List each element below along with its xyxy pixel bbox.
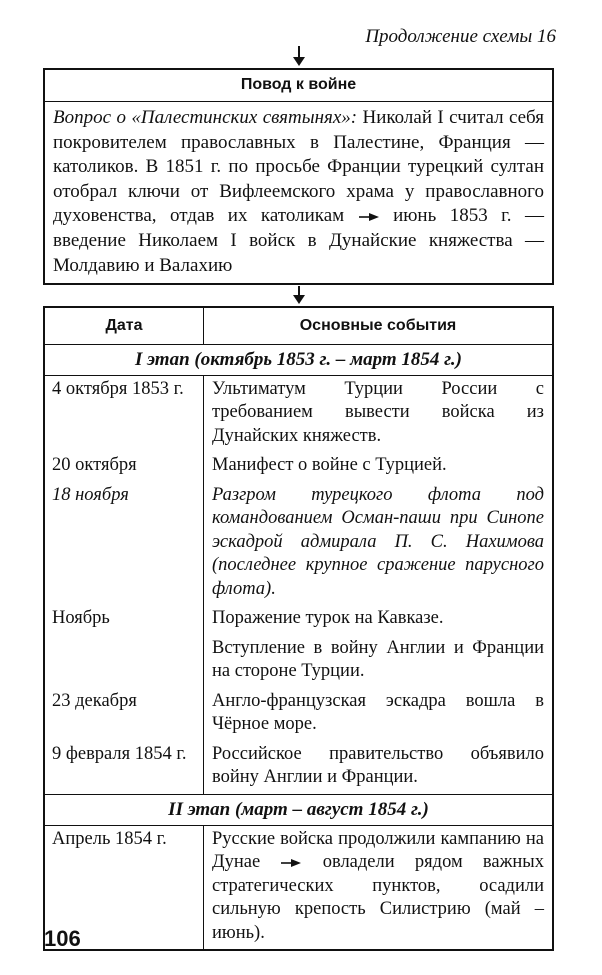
cause-lead: Вопрос о «Палестинских святынях»:	[53, 107, 358, 128]
row-event-part2: овладели рядом важных стратегических пунктов, осадили сильную крепость Силистрию (май – июнь).	[212, 852, 544, 943]
row-event: Вступление в войну Англии и Франции на стороне Турции.	[212, 637, 544, 681]
row-date: 4 октября 1853 г.	[45, 376, 204, 453]
table-header	[45, 308, 552, 344]
table-row	[45, 825, 552, 950]
cause-text-part2: июнь 1853 г. — введение Николаем I войск в Дунайские княжества — Молдавию и Валахию	[53, 205, 545, 276]
header-date: Дата	[45, 308, 204, 344]
row-event: Поражение турок на Кавказе.	[212, 608, 444, 628]
page-number: 106	[44, 926, 81, 951]
flow-arrow-middle	[298, 286, 300, 302]
row-date: 20 октября	[45, 452, 204, 482]
stage-1-title: I этап (октябрь 1853 г. – март 1854 г.)	[45, 344, 552, 375]
row-event: Манифест о войне с Турцией.	[212, 455, 447, 475]
row-event: Ультиматум Турции России с требованием вывести войска из Дунайских княжеств.	[212, 378, 544, 446]
table-row	[45, 635, 552, 688]
table-row	[45, 452, 552, 482]
table-row	[45, 605, 552, 635]
right-arrow-icon	[358, 212, 380, 222]
row-date: Ноябрь	[45, 605, 204, 635]
table-row	[45, 741, 552, 794]
row-date: 18 ноября	[45, 482, 204, 606]
row-date: Апрель 1854 г.	[45, 826, 204, 950]
row-date	[45, 635, 204, 688]
table-row	[45, 482, 552, 606]
flow-arrow-top	[298, 46, 300, 64]
header-events: Основные события	[299, 317, 457, 334]
stage-2-title: II этап (март – август 1854 г.)	[45, 794, 552, 825]
row-event: Разгром турецкого флота под командованием Осман-паши при Синопе эскадрой адмирала П. С. Нахимова (последнее крупное сражение парусного флота).	[212, 484, 544, 599]
table-row	[45, 375, 552, 453]
row-event	[204, 826, 552, 950]
row-date: 23 декабря	[45, 688, 204, 741]
row-event: Англо-французская эскадра вошла в Чёрное море.	[212, 690, 544, 734]
right-arrow-icon	[280, 858, 302, 868]
cause-title: Повод к войне	[45, 70, 552, 102]
row-date: 9 февраля 1854 г.	[45, 741, 204, 794]
row-event-part1: Русские войска продолжили кампанию на Дунае	[212, 828, 544, 872]
cause-box	[43, 68, 554, 285]
cause-text	[45, 102, 552, 283]
running-head: Продолжение схемы 16	[365, 26, 556, 47]
events-table	[43, 306, 554, 951]
cause-text-part1: Николай I считал себя покровителем православных в Палестине, Франция — католиков. В 1851 г. по просьбе Франции турецкий султан отобрал ключи от Вифлеемского храма у православного духовенства, отдав их католикам	[53, 107, 544, 227]
row-event: Российское правительство объявило войну Англии и Франции.	[212, 743, 544, 787]
table-row	[45, 688, 552, 741]
